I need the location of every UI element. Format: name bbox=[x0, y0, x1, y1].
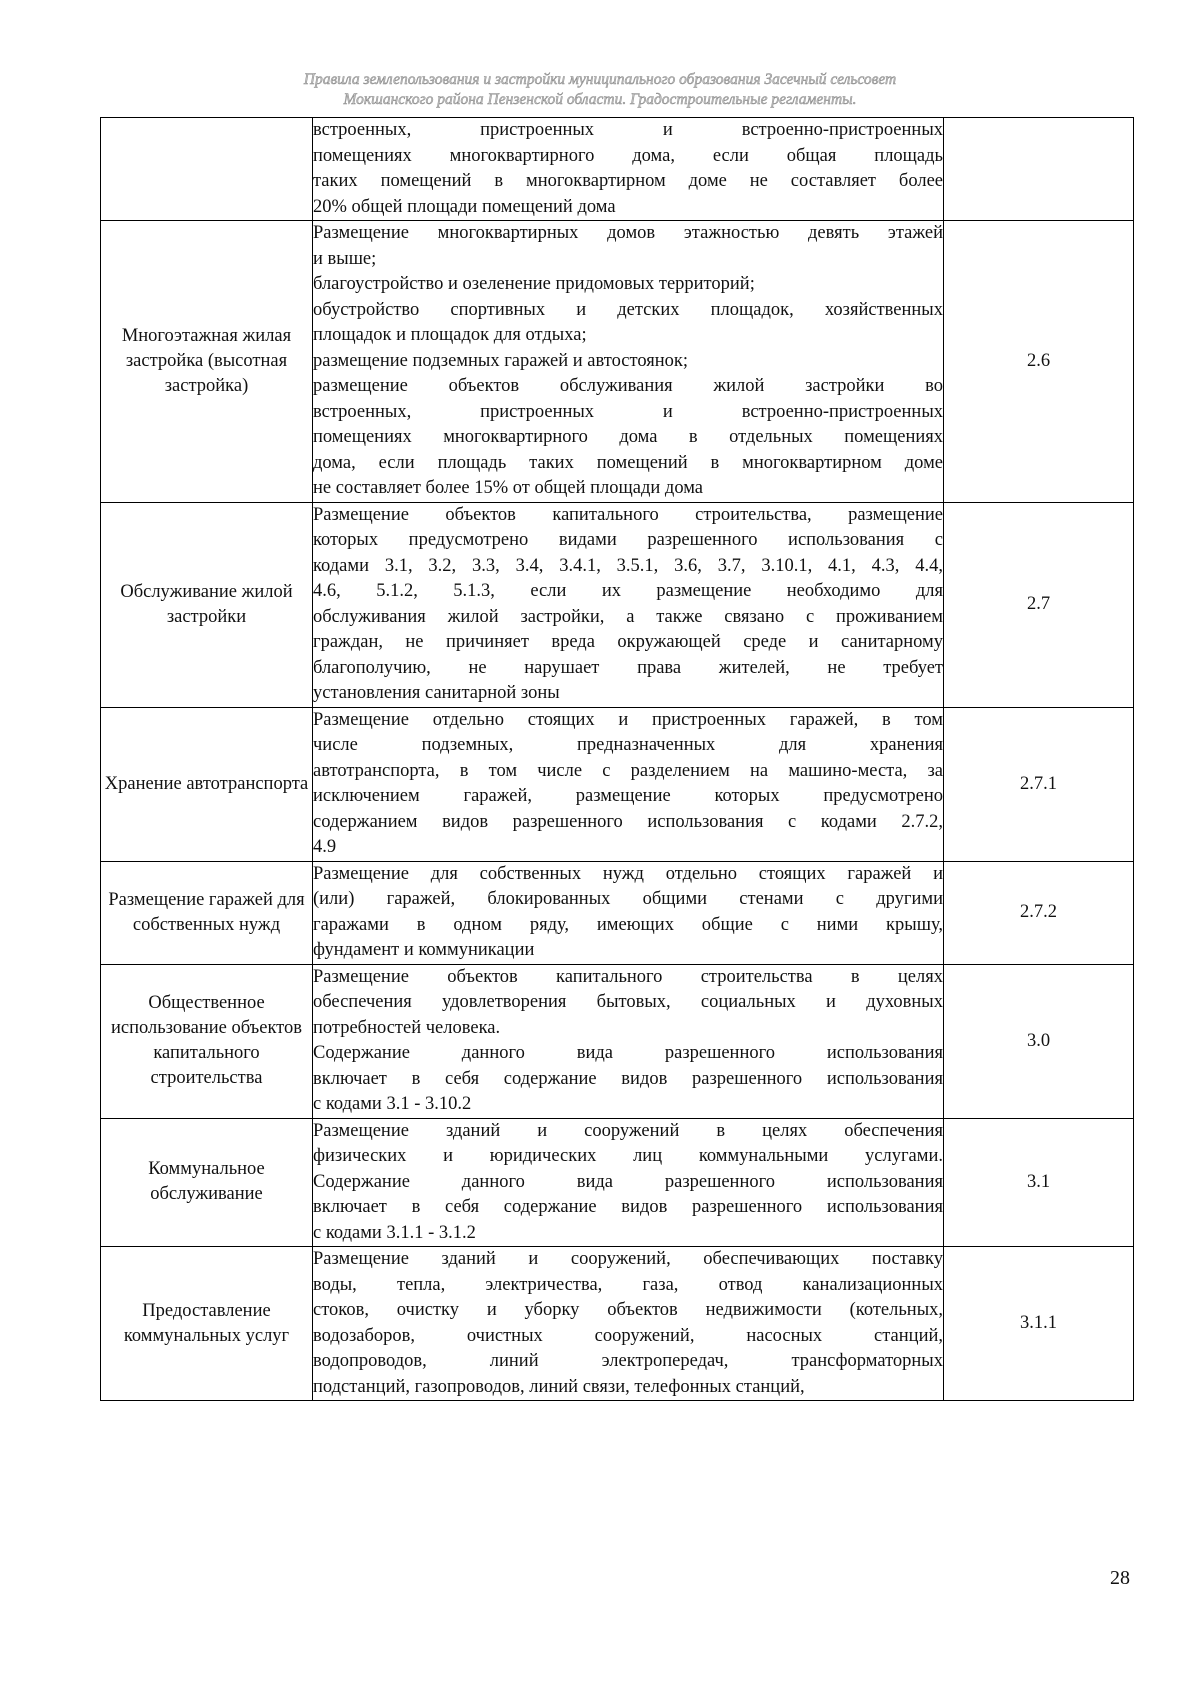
description-line: 20% общей площади помещений дома bbox=[313, 196, 616, 217]
use-type-description bbox=[313, 964, 944, 1118]
description-line: Содержание данного вида разрешенного использования bbox=[313, 1171, 943, 1192]
description-paragraph bbox=[313, 118, 943, 220]
description-line: потребностей человека. bbox=[313, 1017, 501, 1038]
description-paragraph bbox=[313, 862, 943, 964]
use-type-code: 2.7.2 bbox=[944, 861, 1134, 964]
use-type-code: 2.7 bbox=[944, 502, 1134, 707]
use-type-description bbox=[313, 1247, 944, 1401]
description-line: водозаборов, очистных сооружений, насосных станций, bbox=[313, 1325, 943, 1346]
running-header bbox=[160, 70, 1040, 110]
description-line: подстанций, газопроводов, линий связи, телефонных станций, bbox=[313, 1376, 805, 1397]
description-paragraph bbox=[313, 1119, 943, 1247]
description-paragraph bbox=[313, 374, 943, 502]
description-line: водопроводов, линий электропередач, трансформаторных bbox=[313, 1351, 943, 1371]
description-paragraph bbox=[313, 503, 943, 707]
table-row bbox=[101, 964, 1134, 1118]
description-paragraph bbox=[313, 221, 943, 272]
description-paragraph bbox=[313, 298, 943, 349]
use-type-name: Размещение гаражей для собственных нужд bbox=[101, 861, 313, 964]
description-line: благополучию, не нарушает права жителей, не требует bbox=[313, 657, 943, 678]
description-line: встроенных, пристроенных и встроенно-пристроенных bbox=[313, 120, 943, 140]
use-type-code bbox=[944, 118, 1134, 221]
description-line: размещение объектов обслуживания жилой застройки во bbox=[313, 376, 943, 396]
description-line: граждан, не причиняет вреда окружающей среде и санитарному bbox=[313, 632, 943, 652]
description-line: физических и юридических лиц коммунальными услугами. bbox=[313, 1146, 943, 1166]
table-row bbox=[101, 1247, 1134, 1401]
use-type-code: 2.7.1 bbox=[944, 707, 1134, 861]
description-line: автотранспорта, в том числе с разделением на машино-места, за bbox=[313, 760, 943, 781]
description-paragraph bbox=[313, 349, 943, 375]
description-line: с кодами 3.1.1 - 3.1.2 bbox=[313, 1222, 476, 1243]
description-line: не составляет более 15% от общей площади дома bbox=[313, 478, 704, 498]
description-line: Размещение объектов капитального строительства, размещение bbox=[313, 504, 943, 525]
description-paragraph bbox=[313, 1041, 943, 1118]
description-line: установления санитарной зоны bbox=[313, 683, 560, 703]
description-paragraph bbox=[313, 965, 943, 1042]
description-line: исключением гаражей, размещение которых предусмотрено bbox=[313, 786, 943, 806]
use-type-description bbox=[313, 707, 944, 861]
description-line: и выше; bbox=[313, 248, 377, 269]
description-line: обеспечения удовлетворения бытовых, социальных и духовных bbox=[313, 992, 943, 1012]
description-line: воды, тепла, электричества, газа, отвод канализационных bbox=[313, 1274, 943, 1295]
use-type-name: Общественное использование объектов капитального строительства bbox=[101, 964, 313, 1118]
description-line: обслуживания жилой застройки, а также связано с проживанием bbox=[313, 606, 943, 627]
description-line: размещение подземных гаражей и автостоянок; bbox=[313, 350, 689, 371]
description-line: благоустройство и озеленение придомовых территорий; bbox=[313, 274, 755, 294]
use-type-code: 3.0 bbox=[944, 964, 1134, 1118]
table-row bbox=[101, 861, 1134, 964]
use-type-name: Коммунальное обслуживание bbox=[101, 1118, 313, 1247]
use-type-name: Хранение автотранспорта bbox=[101, 707, 313, 861]
description-line: Размещение для собственных нужд отдельно стоящих гаражей и bbox=[313, 863, 943, 884]
description-line: с кодами 3.1 - 3.10.2 bbox=[313, 1094, 472, 1114]
use-type-description bbox=[313, 502, 944, 707]
table-row bbox=[101, 707, 1134, 861]
running-header-line-2: Мокшанского района Пензенской области. Градостроительные регламенты. bbox=[343, 91, 857, 108]
running-header-line-1: Правила землепользования и застройки муниципального образования Засечный сельсовет bbox=[303, 71, 897, 88]
use-type-name: Обслуживание жилой застройки bbox=[101, 502, 313, 707]
description-line: включает в себя содержание видов разрешенного использования bbox=[313, 1068, 943, 1089]
description-line: содержанием видов разрешенного использования с кодами 2.7.2, bbox=[313, 811, 943, 832]
description-line: включает в себя содержание видов разрешенного использования bbox=[313, 1197, 943, 1217]
description-line: помещениях многоквартирного дома в отдельных помещениях bbox=[313, 427, 943, 447]
description-paragraph bbox=[313, 272, 943, 298]
use-type-name: Предоставление коммунальных услуг bbox=[101, 1247, 313, 1401]
description-line: 4.9 bbox=[313, 837, 337, 857]
description-line: кодами 3.1, 3.2, 3.3, 3.4, 3.4.1, 3.5.1, 3.6, 3.7, 3.10.1, 4.1, 4.3, 4.4, bbox=[313, 555, 943, 576]
use-type-code: 3.1 bbox=[944, 1118, 1134, 1247]
page-number: 28 bbox=[1110, 1567, 1130, 1589]
use-type-description bbox=[313, 1118, 944, 1247]
description-line: гаражами в одном ряду, имеющих общие с ними крышу, bbox=[313, 914, 943, 935]
use-type-name bbox=[101, 118, 313, 221]
description-line: Размещение отдельно стоящих и пристроенных гаражей, в том bbox=[313, 709, 943, 730]
description-line: 4.6, 5.1.2, 5.1.3, если их размещение необходимо для bbox=[313, 581, 943, 601]
description-paragraph bbox=[313, 1247, 943, 1400]
description-line: (или) гаражей, блокированных общими стенами с другими bbox=[313, 889, 943, 909]
description-line: таких помещений в многоквартирном доме не составляет более bbox=[313, 171, 943, 191]
description-line: обустройство спортивных и детских площадок, хозяйственных bbox=[313, 299, 943, 320]
description-line: Размещение зданий и сооружений, обеспечивающих поставку bbox=[313, 1249, 943, 1269]
description-line: стоков, очистку и уборку объектов недвижимости (котельных, bbox=[313, 1300, 943, 1320]
description-line: Содержание данного вида разрешенного использования bbox=[313, 1043, 943, 1063]
use-type-description bbox=[313, 118, 944, 221]
land-use-table bbox=[100, 117, 1134, 1401]
description-line: дома, если площадь таких помещений в многоквартирном доме bbox=[313, 452, 943, 473]
table-row bbox=[101, 1118, 1134, 1247]
description-line: Размещение зданий и сооружений в целях обеспечения bbox=[313, 1120, 943, 1141]
use-type-code: 3.1.1 bbox=[944, 1247, 1134, 1401]
description-line: которых предусмотрено видами разрешенного использования с bbox=[313, 530, 943, 550]
use-type-description bbox=[313, 221, 944, 503]
use-type-name: Многоэтажная жилая застройка (высотная застройка) bbox=[101, 221, 313, 503]
description-line: Размещение объектов капитального строительства в целях bbox=[313, 966, 943, 987]
land-use-table-body bbox=[101, 118, 1134, 1401]
table-row bbox=[101, 502, 1134, 707]
description-line: встроенных, пристроенных и встроенно-пристроенных bbox=[313, 401, 943, 422]
description-paragraph bbox=[313, 708, 943, 861]
table-row bbox=[101, 118, 1134, 221]
description-line: площадок и площадок для отдыха; bbox=[313, 325, 587, 345]
description-line: Размещение многоквартирных домов этажностью девять этажей bbox=[313, 223, 943, 243]
description-line: числе подземных, предназначенных для хранения bbox=[313, 735, 943, 755]
use-type-code: 2.6 bbox=[944, 221, 1134, 503]
description-line: фундамент и коммуникации bbox=[313, 940, 535, 960]
use-type-description bbox=[313, 861, 944, 964]
table-row bbox=[101, 221, 1134, 503]
description-line: помещениях многоквартирного дома, если общая площадь bbox=[313, 145, 943, 166]
